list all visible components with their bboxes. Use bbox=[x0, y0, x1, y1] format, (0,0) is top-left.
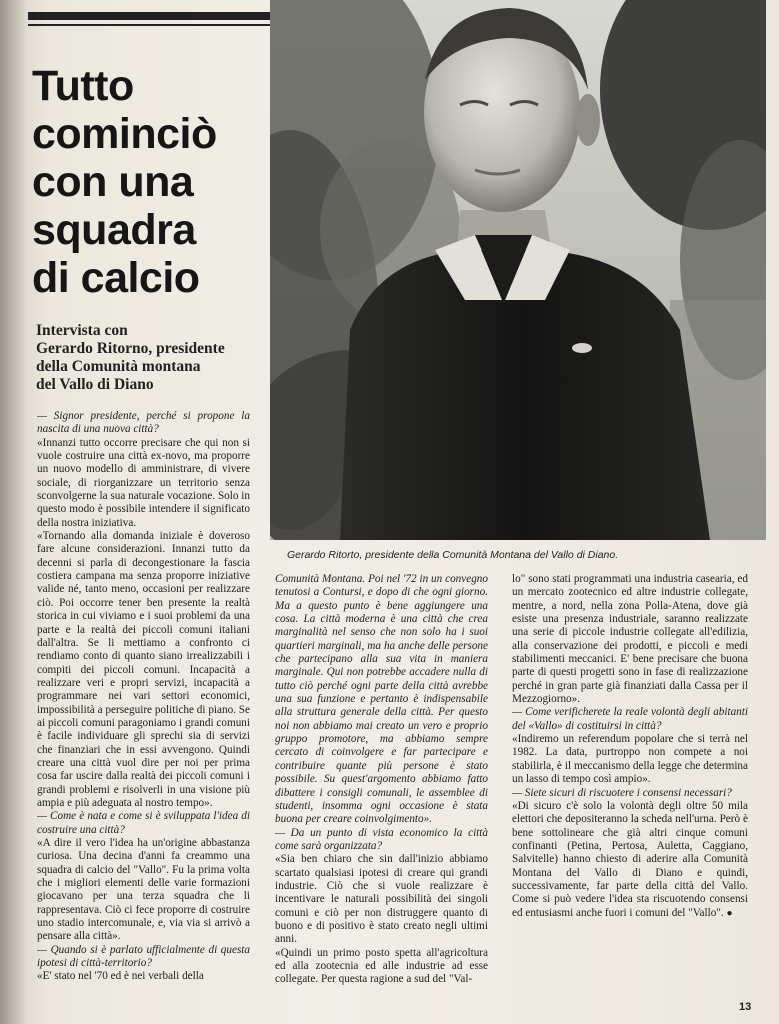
article-column-3 bbox=[512, 573, 748, 1003]
portrait-photo-illustration bbox=[270, 0, 766, 540]
photo-caption: Gerardo Ritorto, presidente della Comunità Montana del Vallo di Diano. bbox=[287, 549, 619, 561]
headline-line: squadra bbox=[32, 206, 196, 254]
subhead-line: Intervista con bbox=[36, 322, 128, 339]
subhead-line: del Vallo di Diano bbox=[36, 376, 154, 393]
headline-line: Tutto bbox=[32, 62, 134, 110]
interview-answer: «Sia ben chiaro che sin dall'inizio abbiamo scartato qualsiasi ipotesi di creare qui grandi industrie. Ciò che si vuole realizzare è incentivare le naturali possibilità dei singoli comuni e ciò per non distruggere quanto di buono e di positivo è stato creato negli ultimi anni. bbox=[275, 853, 488, 946]
portrait-photo bbox=[270, 0, 766, 540]
page-gutter-shadow bbox=[0, 0, 26, 1024]
interview-question: — Come è nata e come si è sviluppata l'idea di costruire una città? bbox=[37, 810, 250, 836]
headline-line: di calcio bbox=[32, 254, 200, 302]
interview-answer: «Innanzi tutto occorre precisare che qui non si vuole costruire una città ex-novo, ma proporre un nuovo modello di amministrare, di vivere sociale, di riorganizzare un territorio senza sconvolgerne la sua naturale vocazione. Solo in questo modo è possibile intendere il significato della nostra iniziativa. bbox=[37, 436, 250, 529]
article-column-1 bbox=[37, 410, 250, 990]
interview-question: — Siete sicuri di riscuotere i consensi necessari? bbox=[512, 786, 732, 799]
page-number: 13 bbox=[739, 1001, 752, 1013]
headline bbox=[32, 62, 278, 302]
top-rule-thin bbox=[28, 24, 278, 26]
interview-question: — Come verificherete la reale volontà degli abitanti del «Vallo» di costituirsi in città? bbox=[512, 706, 748, 732]
subhead-line: della Comunità montana bbox=[36, 358, 201, 375]
interview-answer: Comunità Montana. Poi nel '72 in un convegno tenutosi a Contursi, e dopo di che ogni giorno. Ma a questo punto è bene aggiungere una cosa. La città moderna è una città che crea marginalità nel senso che non solo ha i suoi quartieri marginali, ma ha anche delle persone che partecipano alla sua vita in maniera marginale. Qui non potrebbe accadere nulla di tutto ciò perché ogni parte della città avrebbe una sua funzione e pertanto è indispensabile alla struttura generale della città. Per questo noi non abbiamo mai creato un vero e proprio gruppo promotore, ma abbiamo sempre cercato di coinvolgere e far partecipare e contribuire quante più persone è stato possibile. Su quest'argomento abbiamo fatto dibattere i consigli comunali, le assemblee di studenti, insomma ogni occasione è stata buona per creare coinvolgimento». bbox=[275, 573, 488, 826]
interview-answer: «Indiremo un referendum popolare che si terrà nel 1982. La data, purtroppo non compete a noi stabilirla, è il meccanismo della legge che determina un lasso di tempo così ampio». bbox=[512, 733, 748, 786]
interview-answer: «Tornando alla domanda iniziale è doveroso fare alcune considerazioni. Innanzi tutto da decenni si parla di decongestionare la fascia costiera campana ma senza proporre iniziative valide né, tanto meno, occasioni per realizzare ciò. Poi occorre tener ben presente la realtà storica in cui viviamo e i suoi problemi da una parte e la realtà dei piccoli comuni italiani dall'altra. Se li mettiamo a confronto ci rendiamo conto di quanto siano irrealizzabili i compiti dei piccoli comuni. Incapacità a realizzare veri e propri servizi, incapacità a programmare nei vari settori economici, impossibilità a perseguire politiche di piano. Se ai piccoli comuni paragoniamo i grandi comuni è facile individuare gli sprechi sia di servizi che finanziari che in essi avvengono. Quindi creare una città vuol dire per noi per prima cosa far uscire dalla realtà dei piccoli comuni i grandi problemi e risolverli in una visione più ampia e più adeguata al nostro tempo». bbox=[37, 530, 250, 809]
end-mark-icon: ● bbox=[726, 907, 733, 919]
subhead bbox=[36, 322, 276, 394]
interview-answer-text: «Di sicuro c'è solo la volontà degli oltre 50 mila elettori che depositeranno la scheda nell'urna. Però è bene sottolineare che già altri cinque comuni confinanti (Petina, Pertosa, Auletta, Caggiano, Salvitelle) hanno chiesto di aderire alla Comunità Montana del Vallo di Diano e quindi, successivamente, far parte della città del Vallo. Come si può vedere l'idea sta riscuotendo consensi ed entusiasmi anche fuori i comuni del "Vallo". bbox=[512, 799, 748, 919]
interview-answer: lo" sono stati programmati una industria casearia, ed un mercato zootecnico ed altre industrie collegate, mentre, a nord, nella zona Polla-Atena, dove già esiste una presenza industriale, saranno realizzate una serie di piccole industrie collegate all'edilizia, alla conservazione dei prodotti, e piccoli e medi stabilimenti meccanici. E' bene precisare che buona parte di questi progetti sono in fase di realizzazione perché in gran parte già finanziati dalla Cassa per il Mezzogiorno». bbox=[512, 573, 748, 706]
interview-question: — Signor presidente, perché si propone la nascita di una nuova città? bbox=[37, 410, 250, 436]
interview-answer: «A dire il vero l'idea ha un'origine abbastanza curiosa. Una decina d'anni fa creammo una squadra di calcio del "Vallo". Fu la prima volta che i migliori elementi delle varie formazioni giocavano per una terza squadra che li rappresentava. Ciò ci fece proporre di costruire uno stadio intercomunale, e, via via si arrivò a pensare alla città». bbox=[37, 837, 250, 943]
article-column-2 bbox=[275, 573, 488, 1013]
headline-line: cominciò bbox=[32, 110, 217, 158]
interview-answer: «E' stato nel '70 ed è nei verbali della bbox=[37, 970, 204, 983]
top-rule-thick bbox=[28, 12, 278, 20]
subhead-line: Gerardo Ritorno, presidente bbox=[36, 340, 225, 357]
headline-line: con una bbox=[32, 158, 194, 206]
interview-question: — Quando si è parlato ufficialmente di questa ipotesi di città-territorio? bbox=[37, 943, 250, 970]
interview-answer: «Quindi un primo posto spetta all'agricoltura ed alla zootecnia ed alle industrie ad esse collegate. Per questa ragione a sud del "Val- bbox=[275, 946, 488, 986]
interview-question: — Da un punto di vista economico la città come sarà organizzata? bbox=[275, 826, 488, 852]
interview-answer bbox=[512, 800, 748, 920]
